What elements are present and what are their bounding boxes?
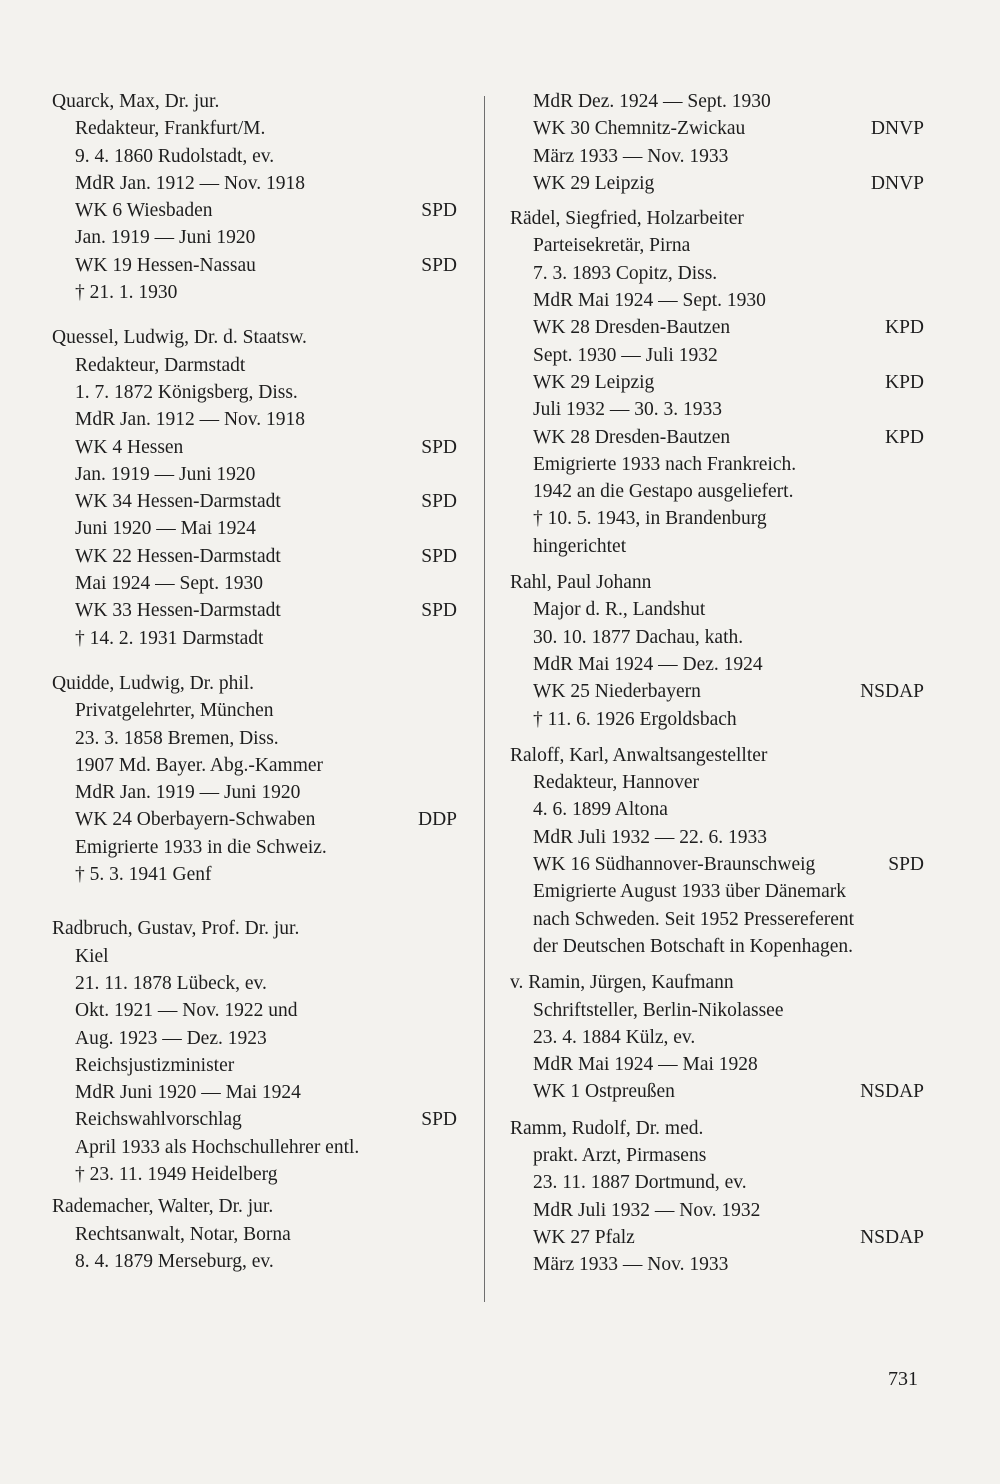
entry-detail-line — [510, 424, 924, 451]
party-label: NSDAP — [860, 1081, 924, 1103]
person-name: Ramm, Rudolf, Dr. med. — [510, 1117, 704, 1139]
entry-detail-line — [52, 406, 457, 433]
detail-text: WK 29 Leipzig — [533, 371, 655, 393]
entry-detail-line — [510, 651, 924, 678]
detail-text: 8. 4. 1879 Merseburg, ev. — [75, 1250, 274, 1272]
person-name: Quessel, Ludwig, Dr. d. Staatsw. — [52, 327, 307, 349]
party-label: SPD — [421, 254, 457, 276]
detail-text: 1907 Md. Bayer. Abg.-Kammer — [75, 754, 324, 776]
detail-text: WK 1 Ostpreußen — [533, 1081, 675, 1103]
entry-detail-line — [52, 779, 457, 806]
right-column — [510, 88, 924, 1278]
entry-detail-line — [510, 396, 924, 423]
detail-text: 30. 10. 1877 Dachau, kath. — [533, 626, 744, 648]
biography-entry — [510, 1115, 924, 1279]
person-name: Quidde, Ludwig, Dr. phil. — [52, 672, 255, 694]
detail-text: WK 28 Dresden-Bautzen — [533, 317, 731, 339]
detail-text: 21. 11. 1878 Lübeck, ev. — [75, 972, 267, 994]
entry-detail-line — [510, 1078, 924, 1105]
detail-text: Aug. 1923 — Dez. 1923 — [75, 1027, 267, 1049]
entry-detail-line — [52, 115, 457, 142]
detail-text: WK 34 Hessen-Darmstadt — [75, 491, 281, 513]
detail-text: MdR Juli 1932 — Nov. 1932 — [533, 1199, 761, 1221]
detail-text: April 1933 als Hochschullehrer entl. — [75, 1136, 360, 1158]
entry-detail-line — [510, 997, 924, 1024]
entry-detail-line — [510, 478, 924, 505]
detail-text: MdR Mai 1924 — Mai 1928 — [533, 1054, 758, 1076]
entry-detail-line — [510, 143, 924, 170]
party-label: SPD — [421, 600, 457, 622]
detail-text: WK 16 Südhannover-Braunschweig — [533, 854, 816, 876]
entry-name — [510, 205, 924, 232]
entry-name — [52, 88, 457, 115]
entry-detail-line — [52, 697, 457, 724]
person-name: Rahl, Paul Johann — [510, 572, 652, 594]
detail-text: Parteisekretär, Pirna — [533, 235, 691, 257]
entry-detail-line — [510, 706, 924, 733]
entry-name — [52, 915, 457, 942]
entry-name — [52, 670, 457, 697]
detail-text: 4. 6. 1899 Altona — [533, 799, 668, 821]
entry-detail-line — [52, 515, 457, 542]
entry-detail-line — [510, 369, 924, 396]
detail-text: Reichsjustizminister — [75, 1054, 235, 1076]
entry-name — [510, 742, 924, 769]
detail-text: 23. 3. 1858 Bremen, Diss. — [75, 727, 279, 749]
entry-detail-line — [52, 997, 457, 1024]
entry-name — [52, 324, 457, 351]
detail-text: WK 33 Hessen-Darmstadt — [75, 600, 281, 622]
detail-text: MdR Juli 1932 — 22. 6. 1933 — [533, 826, 768, 848]
detail-text: Rechtsanwalt, Notar, Borna — [75, 1223, 291, 1245]
detail-text: † 21. 1. 1930 — [75, 282, 178, 304]
party-label: SPD — [421, 436, 457, 458]
detail-text: WK 30 Chemnitz-Zwickau — [533, 118, 746, 140]
detail-text: 23. 4. 1884 Külz, ev. — [533, 1026, 696, 1048]
entry-detail-line — [510, 851, 924, 878]
detail-text: † 14. 2. 1931 Darmstadt — [75, 627, 264, 649]
party-label: DNVP — [870, 118, 924, 140]
entry-detail-line — [510, 933, 924, 960]
entry-detail-line — [510, 769, 924, 796]
detail-text: Sept. 1930 — Juli 1932 — [533, 344, 718, 366]
entry-detail-line — [52, 725, 457, 752]
page-number: 731 — [888, 1368, 918, 1390]
entry-detail-line — [510, 678, 924, 705]
entry-detail-line — [510, 260, 924, 287]
detail-text: 23. 11. 1887 Dortmund, ev. — [533, 1172, 747, 1194]
detail-text: Emigrierte 1933 in die Schweiz. — [75, 836, 327, 858]
detail-text: 1. 7. 1872 Königsberg, Diss. — [75, 381, 298, 403]
party-label: DNVP — [870, 172, 924, 194]
party-label: NSDAP — [860, 681, 924, 703]
biography-entry — [510, 205, 924, 560]
person-name: Radbruch, Gustav, Prof. Dr. jur. — [52, 918, 300, 940]
entry-detail-line — [510, 314, 924, 341]
entry-detail-line — [510, 451, 924, 478]
entry-detail-line — [52, 434, 457, 461]
entry-detail-line — [52, 806, 457, 833]
entry-detail-line — [52, 970, 457, 997]
detail-text: Mai 1924 — Sept. 1930 — [75, 573, 263, 595]
detail-text: Reichswahlvorschlag — [75, 1109, 242, 1131]
entry-detail-line — [52, 943, 457, 970]
entry-detail-line — [510, 824, 924, 851]
entry-detail-line — [510, 906, 924, 933]
entry-detail-line — [510, 115, 924, 142]
party-label: SPD — [421, 491, 457, 513]
detail-text: † 23. 11. 1949 Heidelberg — [75, 1163, 278, 1185]
entry-name — [52, 1193, 457, 1220]
entry-detail-line — [52, 570, 457, 597]
person-name: Rädel, Siegfried, Holzarbeiter — [510, 208, 744, 230]
entry-detail-line — [52, 543, 457, 570]
detail-text: WK 6 Wiesbaden — [75, 200, 213, 222]
entry-detail-line — [52, 1161, 457, 1188]
entry-detail-line — [510, 170, 924, 197]
party-label: SPD — [888, 854, 924, 876]
entry-name — [510, 1115, 924, 1142]
person-name: Quarck, Max, Dr. jur. — [52, 91, 220, 112]
entry-detail-line — [52, 1221, 457, 1248]
detail-text: MdR Jan. 1912 — Nov. 1918 — [75, 409, 306, 431]
entry-detail-line — [52, 252, 457, 279]
detail-text: Juni 1920 — Mai 1924 — [75, 518, 256, 540]
detail-text: WK 25 Niederbayern — [533, 681, 701, 703]
detail-text: Juli 1932 — 30. 3. 1933 — [533, 399, 723, 421]
entry-detail-line — [52, 1134, 457, 1161]
entry-detail-line — [510, 878, 924, 905]
detail-text: MdR Jan. 1912 — Nov. 1918 — [75, 172, 306, 194]
entry-detail-line — [510, 88, 924, 115]
detail-text: der Deutschen Botschaft in Kopenhagen. — [533, 935, 854, 957]
entry-detail-line — [510, 287, 924, 314]
left-column — [52, 88, 457, 1275]
entry-detail-line — [510, 596, 924, 623]
entry-detail-line — [52, 1025, 457, 1052]
entry-detail-line — [52, 625, 457, 652]
detail-text: WK 28 Dresden-Bautzen — [533, 426, 731, 448]
detail-text: WK 29 Leipzig — [533, 172, 655, 194]
person-name: Raloff, Karl, Anwaltsangestellter — [510, 744, 768, 766]
entry-detail-line — [510, 796, 924, 823]
detail-text: MdR Mai 1924 — Sept. 1930 — [533, 290, 766, 312]
detail-text: WK 24 Oberbayern-Schwaben — [75, 809, 316, 831]
entry-detail-line — [510, 1224, 924, 1251]
detail-text: Schriftsteller, Berlin-Nikolassee — [533, 999, 784, 1021]
detail-text: nach Schweden. Seit 1952 Pressereferent — [533, 908, 855, 930]
detail-text: MdR Juni 1920 — Mai 1924 — [75, 1082, 301, 1104]
detail-text: MdR Jan. 1919 — Juni 1920 — [75, 782, 301, 804]
detail-text: † 10. 5. 1943, in Brandenburg — [533, 508, 767, 530]
detail-text: Okt. 1921 — Nov. 1922 und — [75, 1000, 298, 1022]
detail-text: MdR Mai 1924 — Dez. 1924 — [533, 653, 763, 675]
entry-detail-line — [52, 1079, 457, 1106]
detail-text: WK 19 Hessen-Nassau — [75, 254, 256, 276]
detail-text: Jan. 1919 — Juni 1920 — [75, 463, 256, 485]
party-label: NSDAP — [860, 1226, 924, 1248]
entry-detail-line — [52, 352, 457, 379]
entry-detail-line — [52, 861, 457, 888]
entry-detail-line — [52, 224, 457, 251]
entry-detail-line — [52, 488, 457, 515]
entry-detail-line — [52, 597, 457, 624]
biography-entry — [510, 969, 924, 1105]
detail-text: Privatgelehrter, München — [75, 700, 274, 722]
biography-entry — [510, 88, 924, 197]
detail-text: Redakteur, Darmstadt — [75, 354, 246, 376]
detail-text: Redakteur, Frankfurt/M. — [75, 118, 266, 140]
detail-text: Kiel — [75, 945, 109, 967]
entry-detail-line — [510, 1169, 924, 1196]
biography-entry — [510, 742, 924, 960]
entry-detail-line — [52, 170, 457, 197]
entry-detail-line — [52, 1248, 457, 1275]
entry-detail-line — [52, 143, 457, 170]
party-label: KPD — [884, 371, 924, 393]
biography-entry — [510, 569, 924, 733]
entry-detail-line — [510, 1024, 924, 1051]
column-divider — [484, 96, 485, 1302]
entry-detail-line — [52, 279, 457, 306]
detail-text: März 1933 — Nov. 1933 — [533, 1254, 729, 1276]
detail-text: 1942 an die Gestapo ausgeliefert. — [533, 481, 794, 503]
entry-detail-line — [510, 533, 924, 560]
person-name: v. Ramin, Jürgen, Kaufmann — [510, 972, 734, 994]
entry-detail-line — [52, 752, 457, 779]
entry-detail-line — [510, 1142, 924, 1169]
detail-text: † 5. 3. 1941 Genf — [75, 864, 212, 886]
detail-text: 9. 4. 1860 Rudolstadt, ev. — [75, 145, 275, 167]
person-name: Rademacher, Walter, Dr. jur. — [52, 1196, 274, 1218]
detail-text: Jan. 1919 — Juni 1920 — [75, 227, 256, 249]
detail-text: Emigrierte 1933 nach Frankreich. — [533, 453, 797, 475]
biography-entry — [52, 324, 457, 652]
entry-detail-line — [510, 624, 924, 651]
entry-detail-line — [510, 1197, 924, 1224]
detail-text: März 1933 — Nov. 1933 — [533, 145, 729, 167]
biography-entry — [52, 670, 457, 888]
biography-entry — [52, 1193, 457, 1275]
entry-detail-line — [52, 1052, 457, 1079]
detail-text: WK 27 Pfalz — [533, 1226, 635, 1248]
detail-text: 7. 3. 1893 Copitz, Diss. — [533, 262, 718, 284]
biography-entry — [52, 88, 457, 306]
detail-text: † 11. 6. 1926 Ergoldsbach — [533, 708, 737, 730]
party-label: SPD — [421, 545, 457, 567]
entry-detail-line — [510, 1251, 924, 1278]
party-label: KPD — [884, 426, 924, 448]
party-label: SPD — [421, 200, 457, 222]
entry-detail-line — [52, 197, 457, 224]
entry-detail-line — [510, 1051, 924, 1078]
biography-entry — [52, 915, 457, 1188]
entry-detail-line — [52, 834, 457, 861]
entry-detail-line — [52, 1106, 457, 1133]
party-label: DDP — [417, 809, 457, 831]
detail-text: Major d. R., Landshut — [533, 599, 706, 621]
entry-name — [510, 569, 924, 596]
detail-text: Redakteur, Hannover — [533, 772, 699, 794]
detail-text: WK 22 Hessen-Darmstadt — [75, 545, 281, 567]
detail-text: prakt. Arzt, Pirmasens — [533, 1144, 707, 1166]
entry-name — [510, 969, 924, 996]
entry-detail-line — [52, 379, 457, 406]
detail-text: Emigrierte August 1933 über Dänemark — [533, 881, 846, 903]
party-label: SPD — [421, 1109, 457, 1131]
entry-detail-line — [510, 232, 924, 259]
entry-detail-line — [510, 505, 924, 532]
detail-text: MdR Dez. 1924 — Sept. 1930 — [533, 91, 771, 112]
party-label: KPD — [884, 317, 924, 339]
entry-detail-line — [52, 461, 457, 488]
entry-detail-line — [510, 342, 924, 369]
detail-text: WK 4 Hessen — [75, 436, 184, 458]
detail-text: hingerichtet — [533, 535, 627, 557]
